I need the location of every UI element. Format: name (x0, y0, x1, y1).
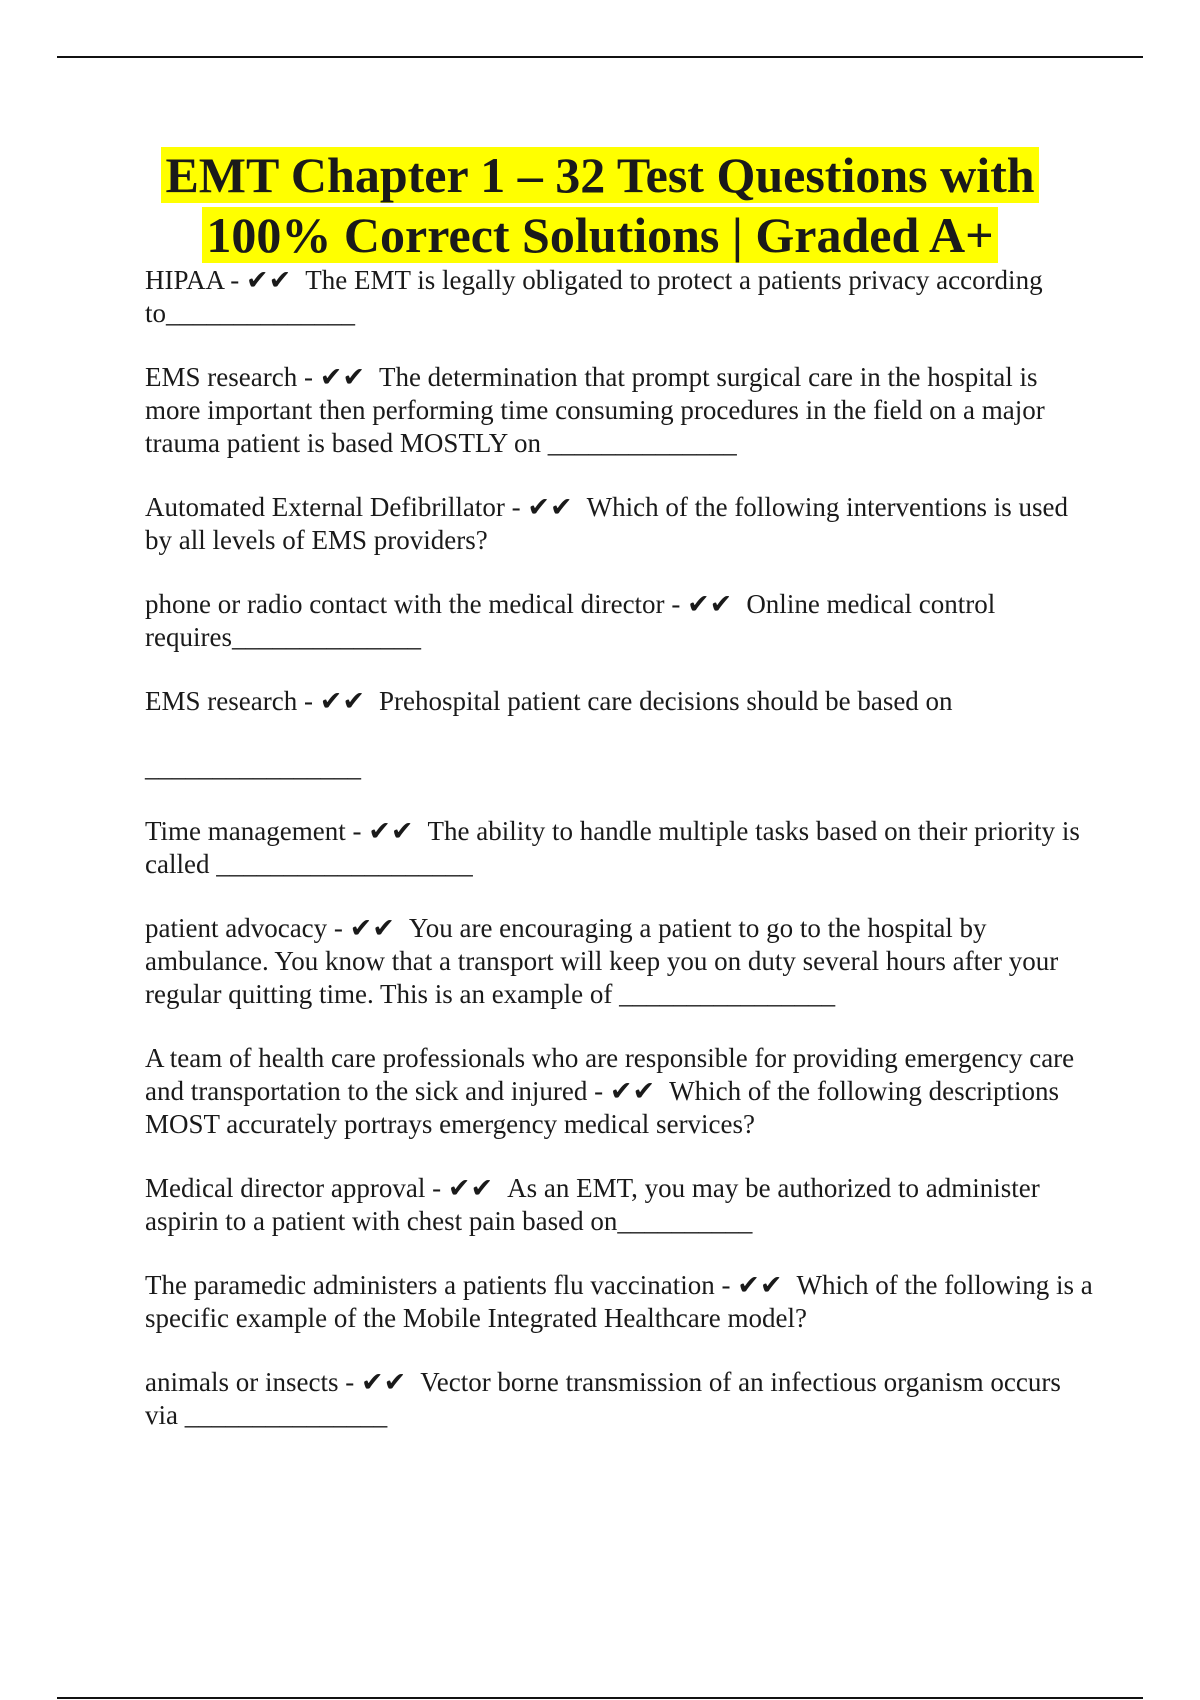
qa-item (145, 361, 1095, 460)
answer-text: patient advocacy (145, 913, 328, 943)
separator: - (664, 589, 688, 619)
question-text: Which of the following interventions is used by all levels of EMS providers? (145, 492, 1069, 555)
qa-item (145, 1172, 1095, 1238)
question-text: The determination that prompt surgical care in the hospital is more important then performing time consuming procedures in the field on a major trauma patient is based MOSTLY on ______________ (145, 362, 1045, 458)
qa-item (145, 264, 1095, 330)
separator: - (297, 686, 320, 716)
separator: - (297, 362, 320, 392)
question-text: Which of the following descriptions MOST accurately portrays emergency medical services? (145, 1076, 1060, 1139)
qa-item (145, 912, 1095, 1011)
checkmark-icon: ✔✔ (527, 492, 573, 522)
separator: - (338, 1367, 361, 1397)
separator: - (223, 265, 247, 295)
question-text: You are encouraging a patient to go to the hospital by ambulance. You know that a transport will keep you on duty several hours after your regular quitting time. This is an example of ________________ (145, 913, 1059, 1009)
answer-text: A team of health care professionals who are responsible for providing emergency care and transportation to the sick and injured (145, 1043, 1075, 1106)
title-line-1: EMT Chapter 1 – 32 Test Questions with (161, 147, 1038, 203)
checkmark-icon: ✔✔ (246, 265, 292, 295)
answer-text: Automated External Defibrillator (145, 492, 505, 522)
qa-list (145, 264, 1095, 1463)
question-text: Online medical control requires______________ (145, 589, 996, 652)
checkmark-icon: ✔✔ (360, 1367, 407, 1397)
separator: - (504, 492, 528, 522)
checkmark-icon: ✔✔ (349, 913, 395, 943)
blank-spacer (145, 718, 1095, 751)
answer-text: Medical director approval (145, 1173, 426, 1203)
qa-item (145, 685, 1095, 784)
qa-item (145, 1269, 1095, 1335)
checkmark-icon: ✔✔ (447, 1173, 494, 1203)
separator: - (327, 913, 350, 943)
checkmark-icon: ✔✔ (687, 589, 733, 619)
checkmark-icon: ✔✔ (319, 362, 365, 392)
title-line-2: 100% Correct Solutions | Graded A+ (202, 207, 997, 263)
checkmark-icon: ✔✔ (737, 1270, 783, 1300)
answer-blank: ________________ (145, 752, 361, 782)
qa-item (145, 1042, 1095, 1141)
answer-text: animals or insects (145, 1367, 339, 1397)
separator: - (425, 1173, 448, 1203)
checkmark-icon: ✔✔ (368, 816, 414, 846)
page-title (60, 145, 1140, 265)
checkmark-icon: ✔✔ (319, 686, 365, 716)
separator: - (714, 1270, 738, 1300)
separator: - (345, 816, 369, 846)
question-text: As an EMT, you may be authorized to administer aspirin to a patient with chest pain based on__________ (145, 1173, 1040, 1236)
answer-text: HIPAA (145, 265, 224, 295)
answer-text: The paramedic administers a patients flu vaccination (145, 1270, 715, 1300)
answer-text: EMS research (145, 686, 298, 716)
answer-text: phone or radio contact with the medical director (145, 589, 665, 619)
qa-item (145, 491, 1095, 557)
checkmark-icon: ✔✔ (609, 1076, 656, 1106)
qa-item (145, 1366, 1095, 1432)
question-text: Vector borne transmission of an infectious organism occurs via _______________ (145, 1367, 1061, 1430)
question-text: The ability to handle multiple tasks based on their priority is called ___________________ (145, 816, 1080, 879)
question-text: Prehospital patient care decisions should be based on (378, 686, 953, 716)
qa-item (145, 588, 1095, 654)
question-text: Which of the following is a specific example of the Mobile Integrated Healthcare model? (145, 1270, 1093, 1333)
answer-text: EMS research (145, 362, 298, 392)
bottom-rule (57, 1697, 1143, 1699)
qa-item (145, 815, 1095, 881)
answer-text: Time management (145, 816, 346, 846)
top-rule (57, 56, 1143, 58)
question-text: The EMT is legally obligated to protect a patients privacy according to______________ (145, 265, 1043, 328)
separator: - (587, 1076, 610, 1106)
